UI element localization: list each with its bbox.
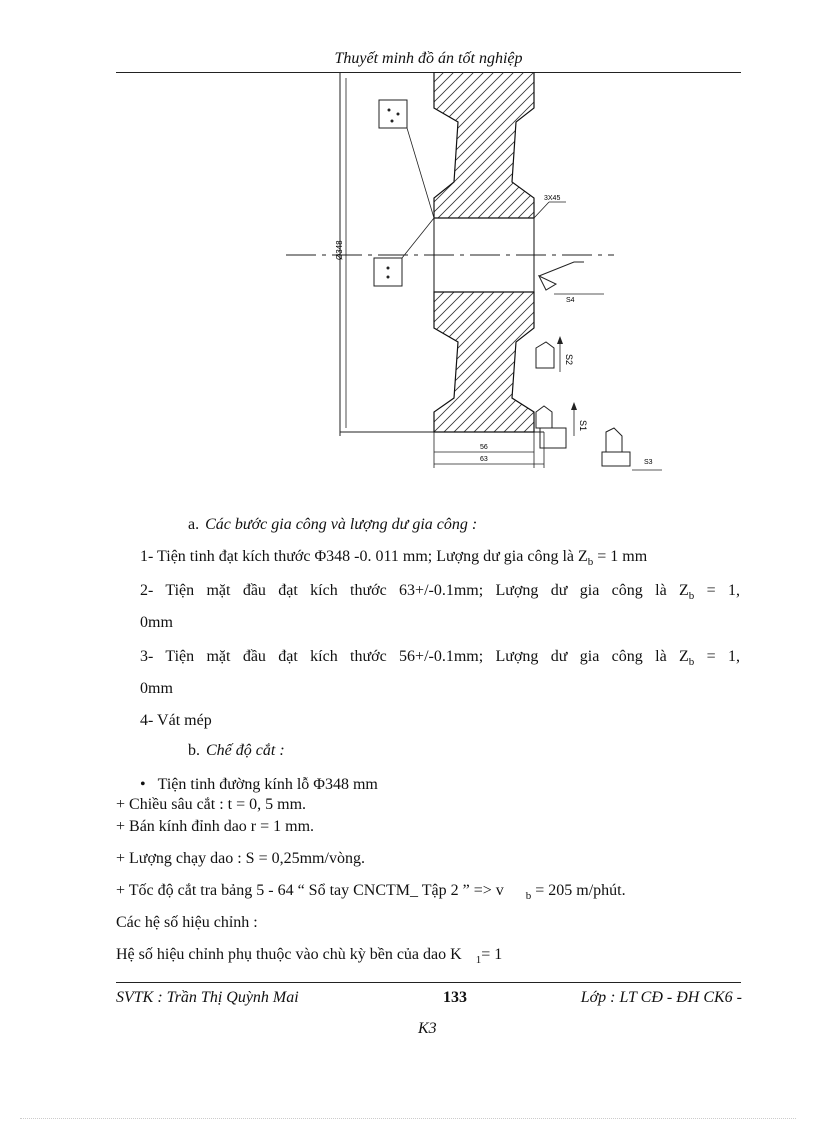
step-2-cont: 0mm xyxy=(140,614,173,631)
page-bottom-edge xyxy=(20,1118,796,1119)
section-b-title: Chế độ cắt : xyxy=(206,742,285,759)
dim-56: 56 xyxy=(480,444,488,451)
radius-line: + Bán kính đỉnh dao r = 1 mm. xyxy=(116,818,315,835)
step-4: 4- Vát mép xyxy=(140,712,212,729)
lower-section xyxy=(434,292,534,432)
upper-section xyxy=(434,72,534,218)
footer-class-cont: K3 xyxy=(418,1020,437,1037)
footer-class: Lớp : LT CĐ - ĐH CK6 - xyxy=(580,989,742,1006)
clamp-bottom xyxy=(374,258,402,286)
section-a-label: a. xyxy=(188,516,200,533)
dim-63: 63 xyxy=(480,456,488,463)
dim-diameter: Ø348 xyxy=(335,240,344,260)
clamp-top xyxy=(379,100,407,128)
step-1: 1- Tiện tinh đạt kích thước Φ348 -0. 011 mm; Lượng dư gia công là $Z_b = 1$ mm xyxy=(140,548,648,569)
label-s2: S2 xyxy=(564,354,574,366)
machining-drawing xyxy=(284,72,664,477)
bullet-item: • Tiện tinh đường kính lỗ Φ348 mm xyxy=(140,776,378,793)
section-a-title: Các bước gia công và lượng dư gia công : xyxy=(205,516,478,533)
section-b-label: b. xyxy=(188,742,200,759)
label-s1: S1 xyxy=(578,420,588,432)
coef-title: Các hệ số hiệu chỉnh : xyxy=(116,914,258,931)
footer-rule xyxy=(116,982,741,983)
feed-line: + Lượng chạy dao : S = 0,25mm/vòng. xyxy=(116,850,365,867)
footer-page-number: 133 xyxy=(443,989,467,1006)
dim-chamfer: 3X45 xyxy=(544,195,561,202)
label-s4: S4 xyxy=(566,297,575,304)
label-s3: S3 xyxy=(644,459,653,466)
speed-line: + Tốc độ cắt tra bảng 5 - 64 “ Sổ tay CNCTM_ Tập 2 ” => v $_b$ = 205 m/phút. xyxy=(116,882,626,903)
step-2: 2- Tiện mặt đầu đạt kích thước 63+/-0.1mm; Lượng dư gia công là $Z_b = 1$, xyxy=(140,582,741,603)
bullet-icon: • xyxy=(140,776,146,793)
step-3-cont: 0mm xyxy=(140,680,173,697)
section-a-heading xyxy=(188,516,477,534)
step-3: 3- Tiện mặt đầu đạt kích thước 56+/-0.1mm; Lượng dư gia công là $Z_b = 1$, xyxy=(140,648,741,669)
depth-line: + Chiều sâu cắt : t = 0, 5 mm. xyxy=(116,796,307,813)
footer-author: SVTK : Trần Thị Quỳnh Mai xyxy=(116,989,299,1006)
section-b-heading xyxy=(188,742,285,760)
page-header-title: Thuyết minh đồ án tốt nghiệp xyxy=(334,50,523,67)
coef-1: Hệ số hiệu chỉnh phụ thuộc vào chù kỳ bền của dao K $_1$= 1 xyxy=(116,946,503,967)
